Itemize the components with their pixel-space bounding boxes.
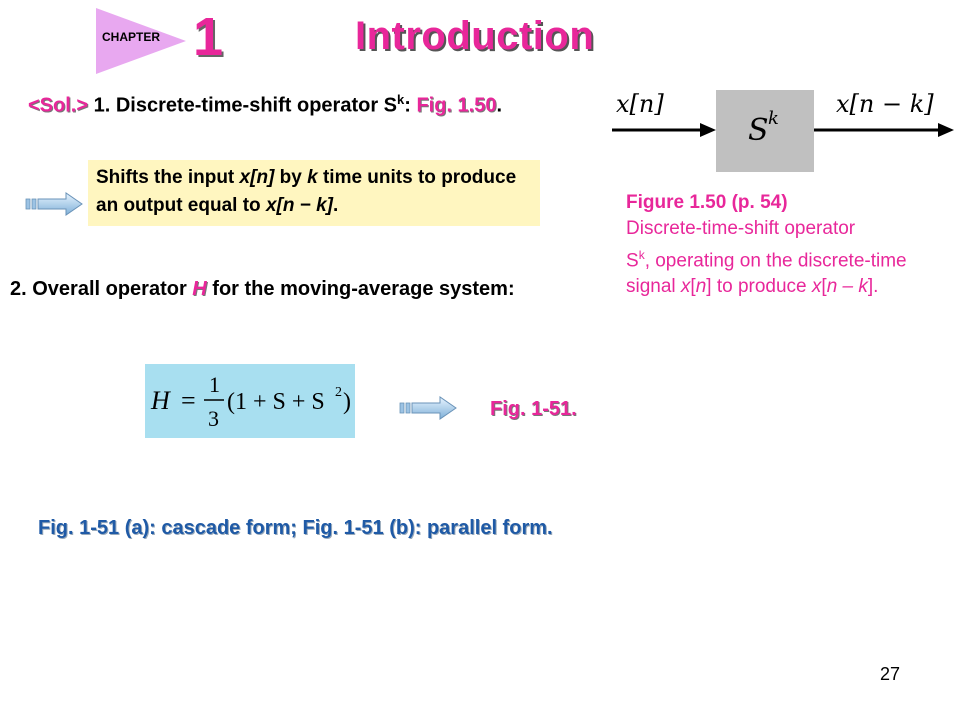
fig-151-ref: Fig. 1-51. [490,398,577,420]
shift-text-4: . [333,195,339,216]
shift-text-3: time units to produce an output equal to [96,167,517,216]
caption-x2: x [811,276,822,298]
formula-lhs: H [151,386,170,415]
diagram-operator-sup: k [768,108,779,129]
formula-eq: = [181,386,196,415]
caption-line-b: , operating on the discrete-time signal [626,250,907,298]
page-title: Introduction [355,14,595,58]
shift-text-1: Shifts the input [96,167,240,188]
formula-num: 1 [209,372,220,397]
diagram-input: x[n] [616,90,664,118]
chapter-number: 1 [193,7,224,67]
shift-description-box [88,160,540,226]
caption-line-c: to produce [711,276,812,298]
formula-rhs: (1 + S + S [227,389,325,415]
caption-line-a: Discrete-time-shift operator [626,218,856,239]
caption-s: S [626,250,639,272]
shift-text-2: by [274,167,308,188]
caption-n1: n [695,276,707,298]
formula-close: ) [343,389,351,415]
solution-line-1 [28,92,502,118]
diagram-output: x[n − k] [836,90,934,118]
item-2 [10,276,566,302]
shift-k: k [307,167,318,188]
formula-den: 3 [208,406,219,431]
bottom-note: Fig. 1-51 (a): cascade form; Fig. 1-51 (b): parallel form. [38,517,553,539]
caption-head: Figure 1.50 (p. 54) [626,192,788,213]
fig-150-ref: Fig. 1.50 [416,94,497,117]
formula-sup: 2 [335,385,342,400]
shift-operator-diagram [600,80,960,180]
diagram-operator: S [748,113,769,148]
arrow-right-icon [398,394,458,422]
caption-x1: x [680,276,691,298]
page-number: 27 [880,664,901,684]
formula [145,364,355,438]
line1-period: . [496,94,503,117]
shift-xn: x[n] [239,167,275,188]
shift-xnk: x[n − k] [265,195,333,216]
arrow-right-icon [24,190,84,218]
item2-text-2: for the moving-average system: [206,278,515,300]
line1-sup: k [397,92,405,107]
caption-sup: k [638,248,645,262]
caption-nk: n – k [826,276,868,298]
line1-colon: : [404,94,417,117]
chapter-label: CHAPTER [102,30,161,44]
caption-end: . [873,276,879,298]
figure-caption: Figure 1.50 (p. 54) Discrete-time-shift operator $S^k$, operating on the discrete-time signal x[n] to produce x[n – k]. [626,190,956,300]
formula-box [145,364,355,438]
item2-H: H [192,278,207,300]
item2-text-1: 2. Overall operator [10,278,193,300]
line1-text: 1. Discrete-time-shift operator S [88,94,397,117]
sol-tag: <Sol.> [28,94,89,117]
